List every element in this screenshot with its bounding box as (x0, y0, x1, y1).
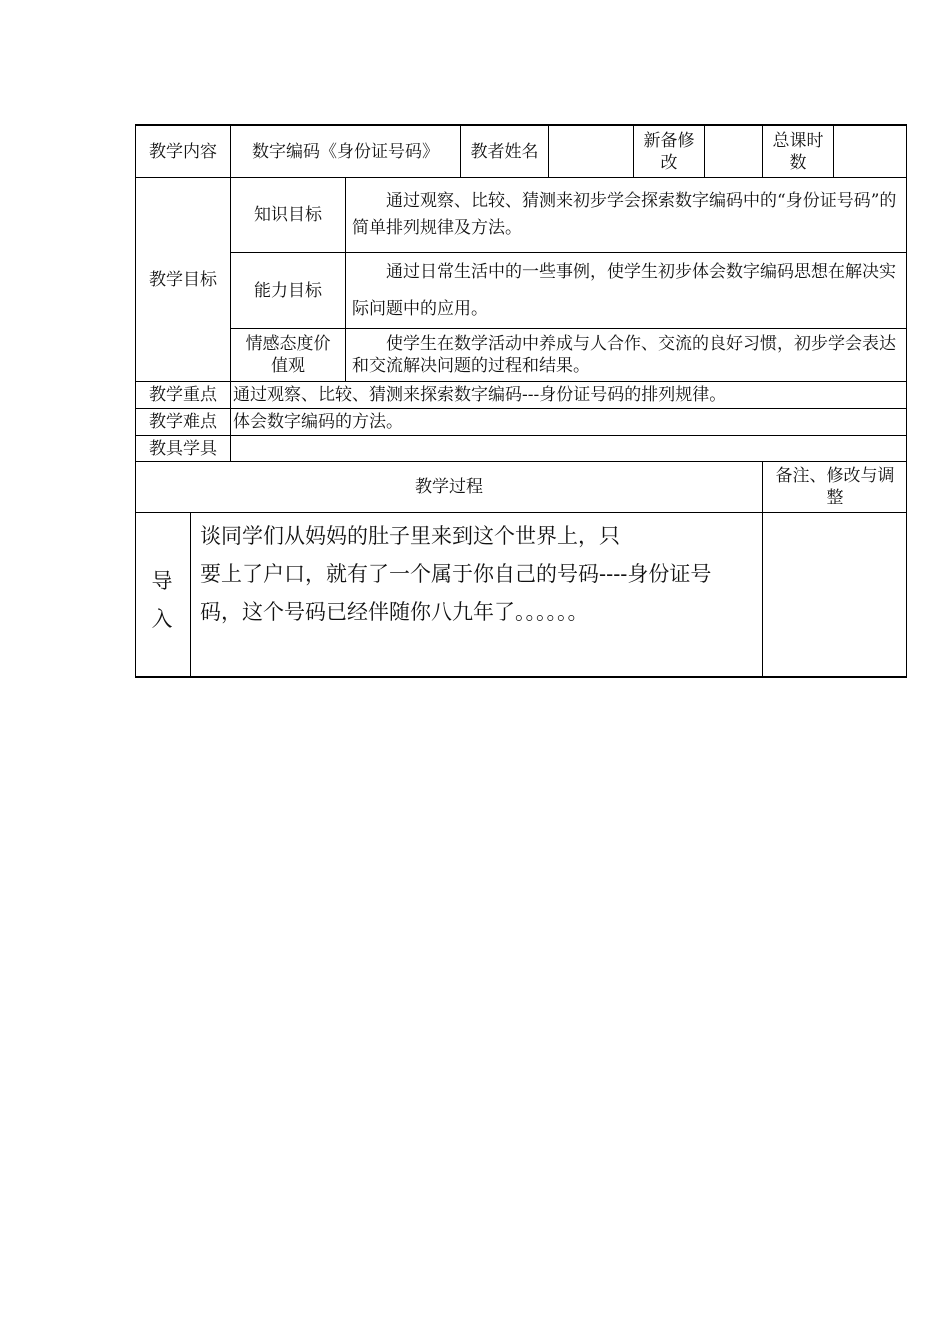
ability-goal-text: 通过日常生活中的一些事例，使学生初步体会数字编码思想在解决实际问题中的应用。 (352, 261, 896, 319)
intro-line: 谈同学们从妈妈的肚子里来到这个世界上，只 (200, 524, 620, 548)
knowledge-goal-label: 知识目标 (254, 205, 322, 225)
teacher-label: 教者姓名 (470, 141, 539, 162)
ability-goal-label: 能力目标 (254, 280, 322, 301)
intro-label: 导入 (151, 569, 173, 631)
goals-label: 教学目标 (149, 269, 217, 290)
revision-value (705, 126, 762, 177)
process-label: 教学过程 (415, 477, 483, 497)
intro-text (200, 517, 760, 637)
content-label: 教学内容 (149, 141, 217, 162)
notes-label: 备注、修改与调整 (775, 466, 895, 508)
notes-value (763, 513, 906, 676)
key-point-label: 教学重点 (149, 385, 217, 405)
hours-value (834, 126, 906, 177)
hours-label: 总课时数 (772, 130, 824, 173)
tools-label: 教具学具 (149, 438, 217, 459)
difficulty-label: 教学难点 (149, 412, 217, 432)
emotion-goal-label: 情感态度价值观 (245, 334, 331, 376)
key-point-text: 通过观察、比较、猜测来探索数字编码---身份证号码的排列规律。 (233, 385, 727, 405)
intro-line: 码，这个号码已经伴随你八九年了。。。。。。 (200, 600, 589, 624)
teacher-value (549, 126, 633, 177)
knowledge-goal-text: 通过观察、比较、猜测来初步学会探索数字编码中的“身份证号码”的简单排列规律及方法。 (352, 191, 897, 238)
intro-line: 要上了户口，就有了一个属于你自己的号码----身份证号 (200, 562, 712, 586)
revision-label: 新备修改 (643, 130, 695, 173)
difficulty-text: 体会数字编码的方法。 (233, 412, 403, 432)
tools-text (233, 436, 906, 461)
content-value: 数字编码《身份证号码》 (252, 141, 439, 162)
emotion-goal-text: 使学生在数学活动中养成与人合作、交流的良好习惯，初步学会表达和交流解决问题的过程和结果。 (352, 334, 896, 376)
